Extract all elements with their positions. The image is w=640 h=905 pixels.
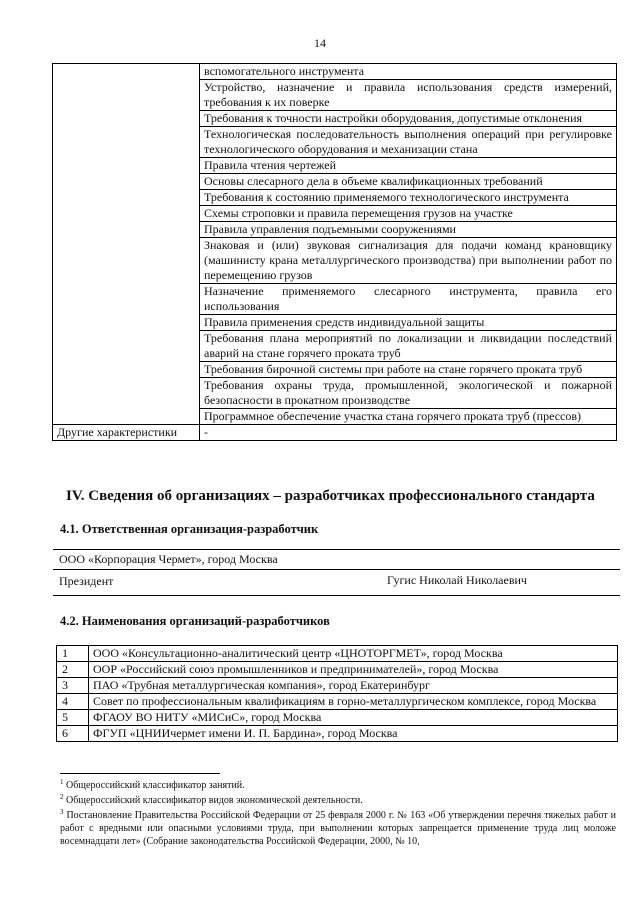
org-name: ООР «Российский союз промышленников и предпринимателей», город Москва (89, 662, 618, 678)
section-title: IV. Сведения об организациях – разработчиках профессионального стандарта (66, 488, 595, 504)
org-number: 4 (57, 694, 89, 710)
org-number: 6 (57, 726, 89, 742)
knowledge-item: Схемы строповки и правила перемещения грузов на участке (200, 206, 617, 222)
org-name: Совет по профессиональным квалификациям в горно-металлургическом комплексе, город Москва (89, 694, 618, 710)
knowledge-item: Назначение применяемого слесарного инструмента, правила его использования (200, 284, 617, 315)
subsection-title-developers: 4.2. Наименования организаций-разработчиков (60, 614, 330, 628)
knowledge-item: Знаковая и (или) звуковая сигнализация для подачи команд крановщику (машинисту крана металлургического производства) при выполнении работ по перемещению грузов (200, 238, 617, 284)
knowledge-item: Правила управления подъемными сооружениями (200, 222, 617, 238)
table-row (57, 726, 618, 742)
knowledge-item: Устройство, назначение и правила использования средств измерений, требования к их поверке (200, 80, 617, 111)
subsection-title-responsible: 4.1. Ответственная организация-разработчик (60, 522, 319, 536)
knowledge-item: Правила чтения чертежей (200, 158, 617, 174)
org-number: 1 (57, 646, 89, 662)
knowledge-item: - (200, 425, 617, 441)
footnote (60, 809, 616, 848)
knowledge-item: Технологическая последовательность выполнения операций при регулировке технологического оборудования и механизации стана (200, 127, 617, 158)
knowledge-item: Требования к состоянию применяемого технологического инструмента (200, 190, 617, 206)
responsible-org-name: ООО «Корпорация Чермет», город Москва (59, 552, 278, 566)
knowledge-item: Требования охраны труда, промышленной, экологической и пожарной безопасности в прокатном производстве (200, 378, 617, 409)
table-row (57, 662, 618, 678)
footnote-separator (60, 773, 220, 774)
knowledge-item: Требования бирочной системы при работе на стане горячего проката труб (200, 362, 617, 378)
table-row (53, 425, 617, 441)
org-number: 2 (57, 662, 89, 678)
table-row (57, 646, 618, 662)
table-row (57, 678, 618, 694)
footnote (60, 779, 616, 792)
footnote-mark: 2 (60, 793, 64, 801)
divider (53, 549, 620, 550)
divider (53, 595, 620, 596)
table-row (57, 710, 618, 726)
footnote-text: Общероссийский классификатор видов экономической деятельности. (66, 795, 363, 806)
footnote (60, 794, 616, 807)
org-number: 3 (57, 678, 89, 694)
org-name: ФГУП «ЦНИИчермет имени И. П. Бардина», город Москва (89, 726, 618, 742)
org-number: 5 (57, 710, 89, 726)
footnote-mark: 3 (60, 808, 64, 816)
responsible-person: Гугис Николай Николаевич (387, 573, 527, 587)
divider (53, 569, 620, 570)
footnote-text: Постановление Правительства Российской Федерации от 25 февраля 2000 г. № 163 «Об утверждении перечня тяжелых работ и работ с вредными или опасными условиями труда, при выполнении которых запрещается применение труда лиц моложе восемнадцати лет» (Собрание законодательства Российской Федерации, 2000, № 10, (60, 810, 616, 847)
org-name: ФГАОУ ВО НИТУ «МИСиС», город Москва (89, 710, 618, 726)
page-number: 14 (314, 36, 326, 50)
responsible-org-block (53, 549, 620, 596)
footnote-text: Общероссийский классификатор занятий. (66, 780, 245, 791)
knowledge-item: Требования плана мероприятий по локализации и ликвидации последствий аварий на стане горячего проката труб (200, 331, 617, 362)
knowledge-item: Правила применения средств индивидуальной защиты (200, 315, 617, 331)
knowledge-item: Основы слесарного дела в объеме квалификационных требований (200, 174, 617, 190)
footnotes (60, 779, 616, 850)
org-name: ПАО «Трубная металлургическая компания», город Екатеринбург (89, 678, 618, 694)
characteristic-label (53, 64, 200, 425)
developer-orgs-table (56, 645, 618, 742)
org-name: ООО «Консультационно-аналитический центр «ЦНОТОРГМЕТ», город Москва (89, 646, 618, 662)
table-row (53, 64, 617, 80)
knowledge-item: вспомогательного инструмента (200, 64, 617, 80)
responsible-position: Президент (59, 574, 114, 588)
knowledge-item: Программное обеспечение участка стана горячего проката труб (прессов) (200, 409, 617, 425)
knowledge-item: Требования к точности настройки оборудования, допустимые отклонения (200, 111, 617, 127)
characteristic-label: Другие характеристики (53, 425, 200, 441)
table-row (57, 694, 618, 710)
skills-table (52, 63, 617, 441)
footnote-mark: 1 (60, 778, 64, 786)
